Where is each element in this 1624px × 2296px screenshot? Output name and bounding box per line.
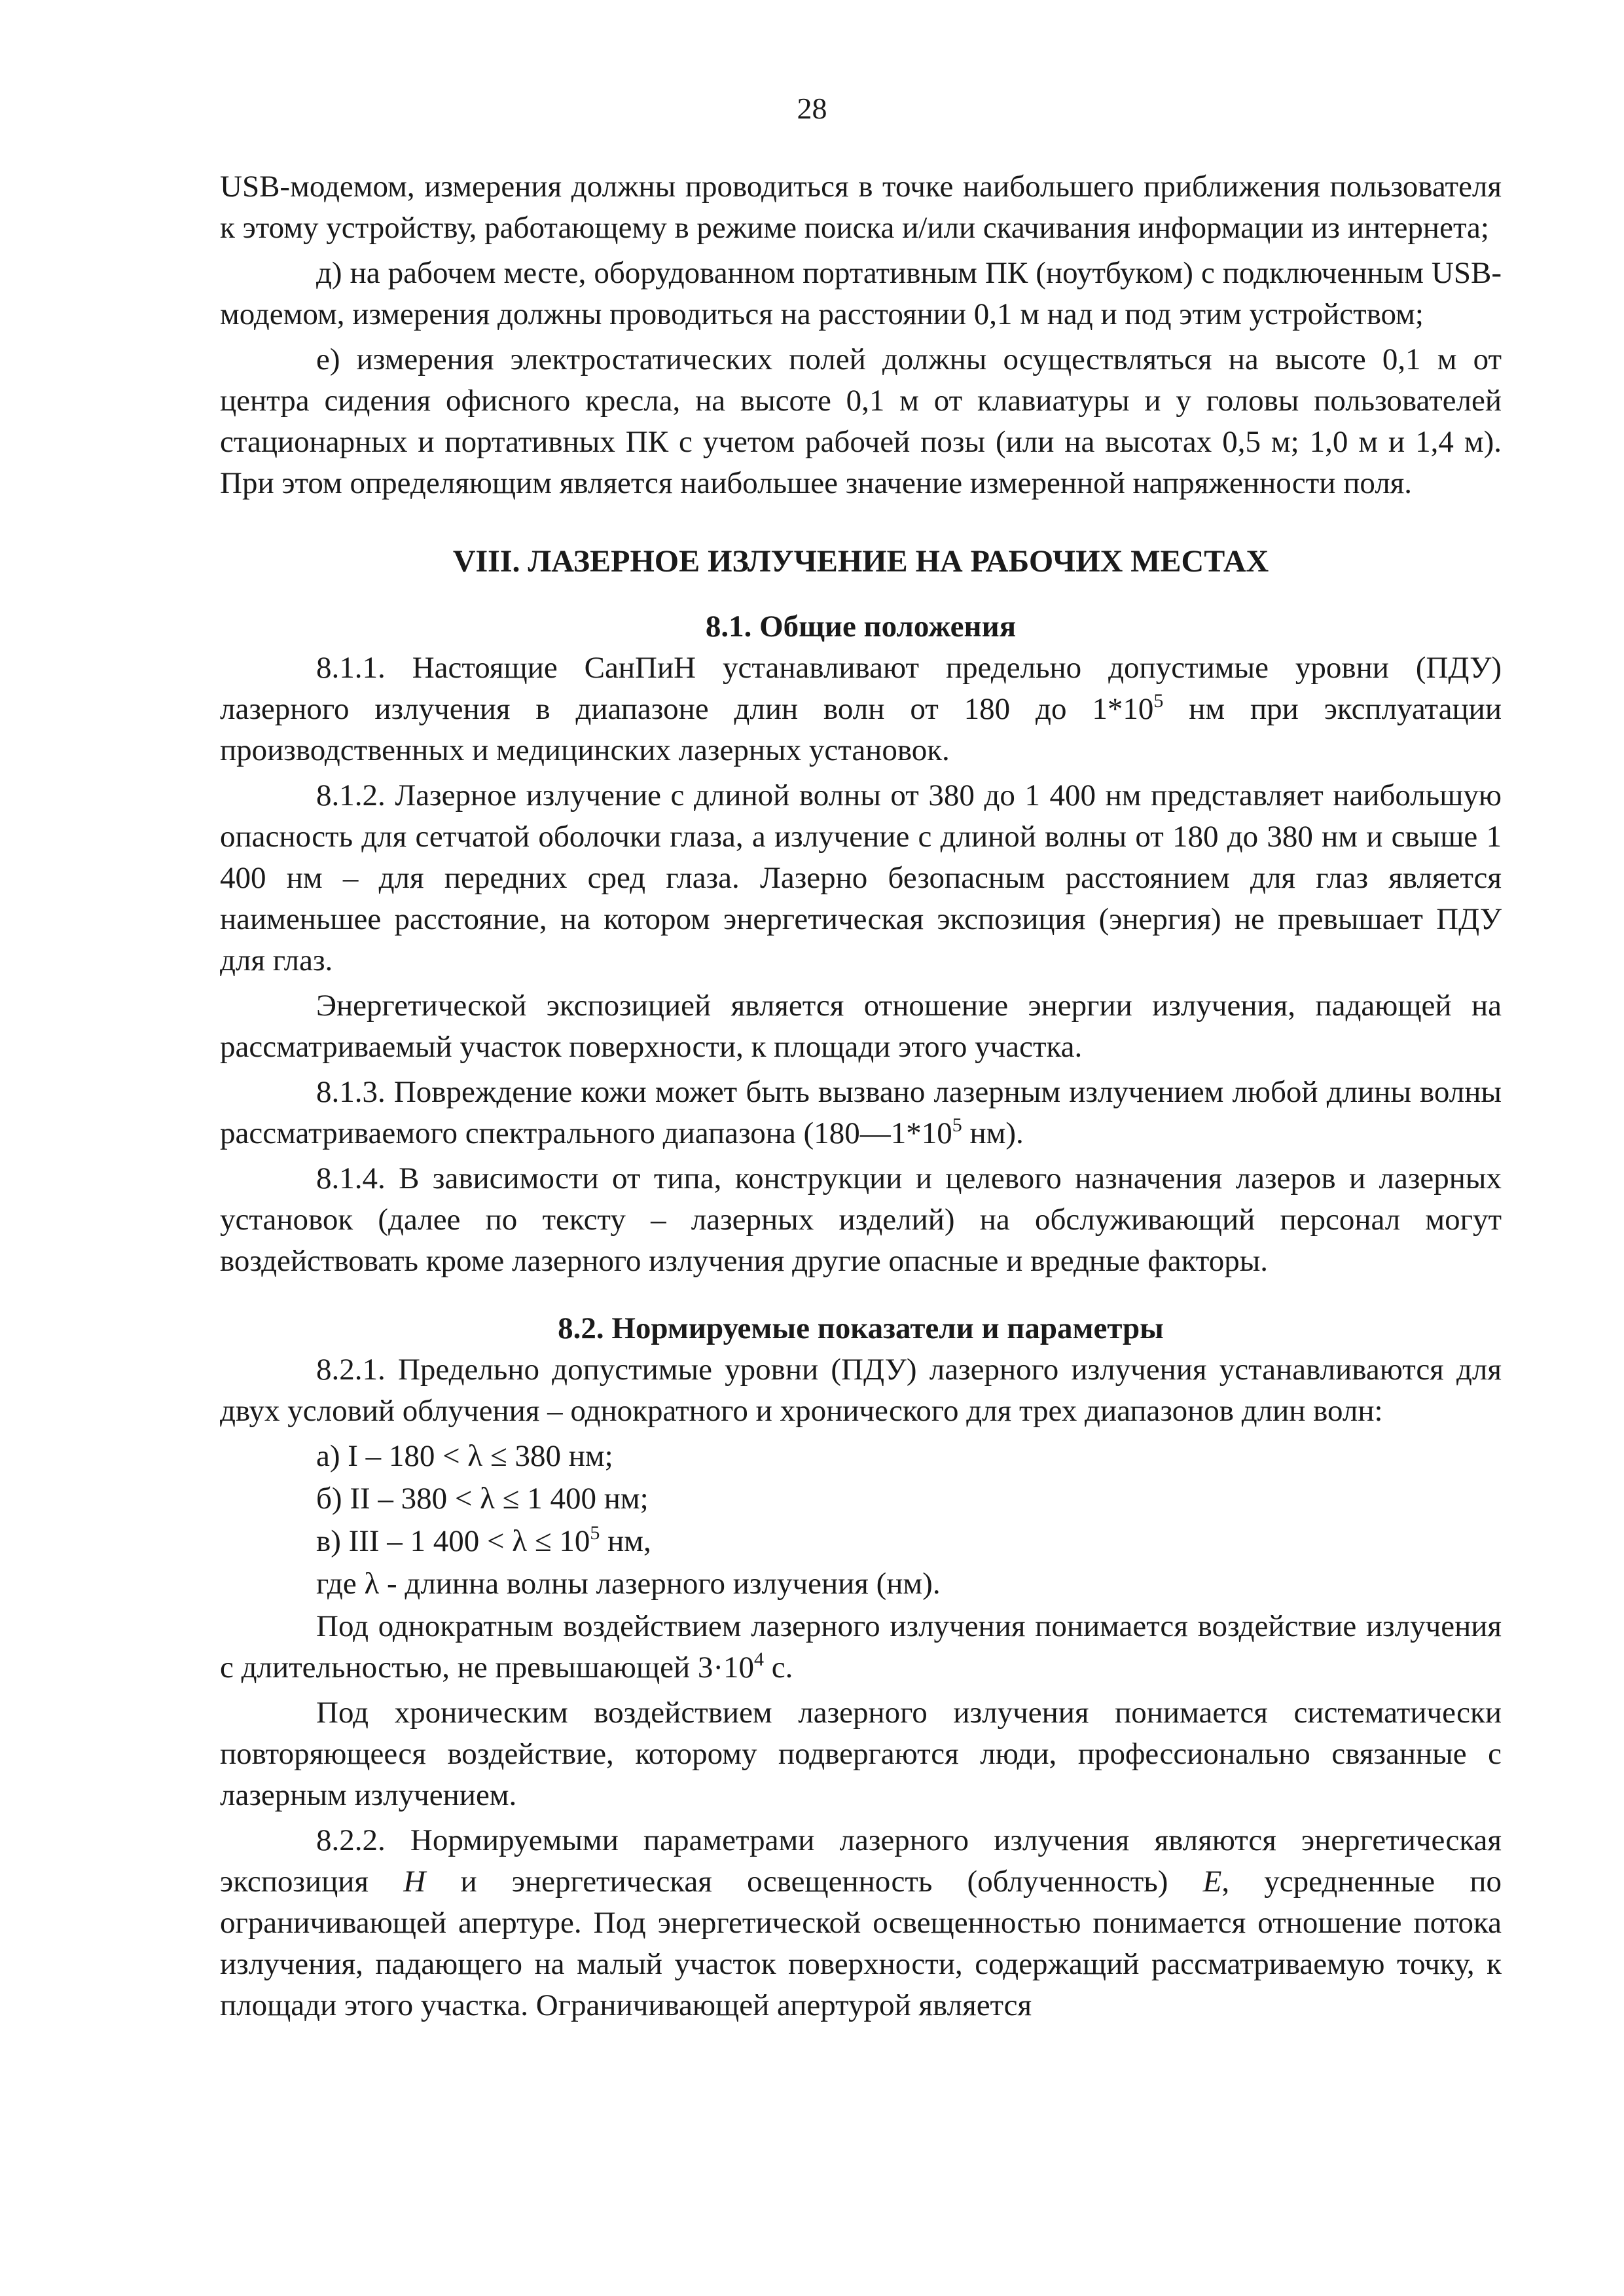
paragraph: Под однократным воздействием лазерного излучения понимается воздействие излучения с длительностью, не превышающей $3\cdot 10^4$ с. — [220, 1609, 1502, 1685]
subsection-heading: 8.1. Общие положения — [705, 610, 1017, 644]
paragraph: 8.2.2. Нормируемыми параметрами лазерного излучения являются энергетическая экспозиция H и энергетическая освещенность (облученность) E, усредненные по ограничивающей апертуре. Под энергетической освещенностью понимается отношение потока излучения, падающего на малый участок поверхности, содержащий рассматриваемую точку, к площади этого участка. Ограничивающей апертурой является — [220, 1823, 1502, 2022]
list-item: б) II – 380 < λ ≤ 1 400 нм; — [316, 1482, 649, 1516]
list-item: в) III – 1 $400 < \lambda \le 10^5$ нм, — [316, 1522, 651, 1558]
document-body — [220, 166, 1502, 2026]
paragraph: 8.1.1. Настоящие СанПиН устанавливают предельно допустимые уровни (ПДУ) лазерного излучения в диапазоне длин волн от 180 до $1*10^5$ нм при эксплуатации производственных и медицинских лазерных установок. — [220, 651, 1502, 767]
paragraph: д) на рабочем месте, оборудованном портативным ПК (ноутбуком) с подключенным USB-модемом, измерения должны проводиться на расстоянии 0,1 м над и под этим устройством; — [220, 256, 1502, 331]
paragraph: е) измерения электростатических полей должны осуществляться на высоте 0,1 м от центра сидения офисного кресла, на высоте 0,1 м от клавиатуры и у головы пользователей стационарных и портативных ПК с учетом рабочей позы (или на высотах 0,5 м; 1,0 м и 1,4 м). При этом определяющим является наибольшее значение измеренной напряженности поля. — [220, 342, 1502, 500]
paragraph: 8.1.4. В зависимости от типа, конструкции и целевого назначения лазеров и лазерных установок (далее по тексту – лазерных изделий) на обслуживающий персонал могут воздействовать кроме лазерного излучения другие опасные и вредные факторы. — [220, 1161, 1502, 1278]
paragraph: 8.1.2. Лазерное излучение с длиной волны от 380 до 1 400 нм представляет наибольшую опасность для сетчатой оболочки глаза, а излучение с длиной волны от 180 до 380 нм и свыше 1 400 нм – для передних сред глаза. Лазерно безопасным расстоянием для глаз является наименьшее расстояние, на котором энергетическая экспозиция (энергия) не превышает ПДУ для глаз. — [220, 778, 1502, 977]
paragraph: 8.1.3. Повреждение кожи может быть вызвано лазерным излучением любой длины волны рассматриваемого спектрального диапазона ($180—1*10^5$ нм). — [220, 1075, 1502, 1150]
paragraph: Под хроническим воздействием лазерного излучения понимается систематически повторяющееся воздействие, которому подвергаются люди, профессионально связанные с лазерным излучением. — [220, 1696, 1502, 1812]
paragraph: 8.2.1. Предельно допустимые уровни (ПДУ) лазерного излучения устанавливаются для двух условий облучения – однократного и хронического для трех диапазонов длин волн: — [220, 1353, 1502, 1428]
paragraph: Энергетической экспозицией является отношение энергии излучения, падающей на рассматриваемый участок поверхности, к площади этого участка. — [220, 989, 1502, 1064]
page-number: 28 — [797, 92, 827, 125]
list-item: где λ - длинна волны лазерного излучения (нм). — [316, 1567, 941, 1601]
section-heading: VIII. ЛАЗЕРНОЕ ИЗЛУЧЕНИЕ НА РАБОЧИХ МЕСТАХ — [452, 544, 1269, 579]
subsection-heading: 8.2. Нормируемые показатели и параметры — [558, 1311, 1164, 1345]
paragraph: USB-модемом, измерения должны проводиться в точке наибольшего приближения пользователя к этому устройству, работающему в режиме поиска и/или скачивания информации из интернета; — [220, 170, 1502, 245]
list-item: а) I – 180 < λ ≤ 380 нм; — [316, 1439, 613, 1473]
